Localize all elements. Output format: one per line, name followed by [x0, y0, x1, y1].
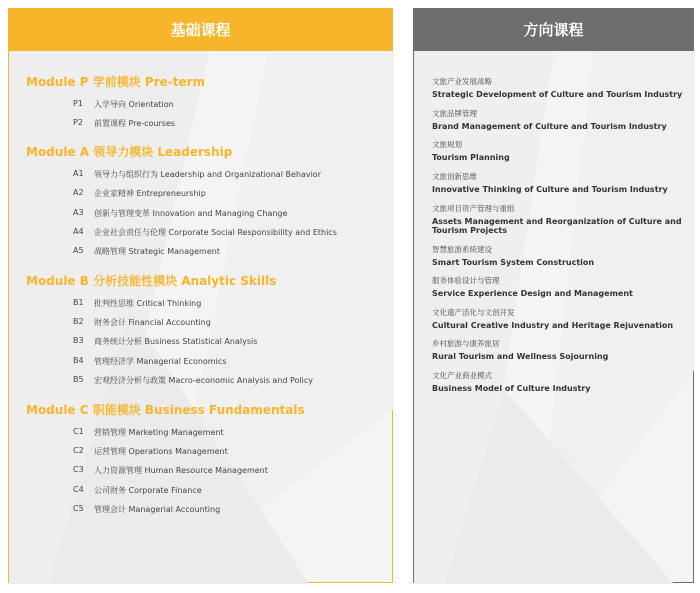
direction-course-item — [432, 370, 692, 393]
direction-course-item — [432, 108, 692, 131]
course-name: 管理会计 Managerial Accounting — [94, 505, 221, 514]
course-name: 人力资源管理 Human Resource Management — [94, 466, 268, 475]
course-name: 领导力与组织行为 Leadership and Organizational Behavior — [94, 170, 321, 179]
course-code: P1 — [73, 99, 83, 108]
course-code: B1 — [73, 298, 84, 307]
course-name-cn: 智慧旅游系统建设 — [432, 245, 492, 254]
direction-course-item — [432, 275, 692, 298]
module-title: Module P 学前模块 Pre-term — [26, 75, 206, 89]
direction-course-item — [432, 76, 692, 99]
course-name-cn: 文化产业商业模式 — [432, 371, 492, 380]
course-name: 营销管理 Marketing Management — [94, 428, 224, 437]
course-name-cn: 文旅项目资产管理与重组 — [432, 204, 515, 213]
course-name-cn: 文旅规划 — [432, 140, 462, 149]
course-name-en: Rural Tourism and Wellness Sojourning — [432, 352, 609, 361]
course-name: 入学导向 Orientation — [94, 100, 174, 109]
course-name-cn: 文旅产业发展战略 — [432, 77, 492, 86]
course-name: 管理经济学 Managerial Economics — [94, 357, 227, 366]
course-name-cn: 乡村旅游与康养旅居 — [432, 339, 500, 348]
course-name: 公司财务 Corporate Finance — [94, 486, 202, 495]
direction-courses-header: 方向课程 — [414, 9, 693, 51]
direction-course-item — [432, 139, 692, 162]
basic-courses-panel — [8, 8, 393, 583]
course-name: 宏观经济分析与政策 Macro-economic Analysis and Policy — [94, 376, 314, 385]
course-name-cn: 文化遗产活化与文创开发 — [432, 308, 515, 317]
basic-courses-header: 基础课程 — [9, 9, 392, 51]
course-name: 创新与管理变革 Innovation and Managing Change — [94, 209, 288, 218]
direction-course-item — [432, 307, 692, 330]
module-title: Module C 职能模块 Business Fundamentals — [26, 403, 305, 417]
course-name: 前置课程 Pre-courses — [94, 119, 176, 128]
course-code: A4 — [73, 227, 84, 236]
course-name-cn: 文旅创新思维 — [432, 172, 477, 181]
course-code: A1 — [73, 169, 84, 178]
course-code: C2 — [73, 446, 84, 455]
course-code: C4 — [73, 485, 84, 494]
course-code: B2 — [73, 317, 84, 326]
course-code: A5 — [73, 246, 84, 255]
course-name-en: Cultural Creative Industry and Heritage Rejuvenation — [432, 321, 674, 330]
course-name-en: Business Model of Culture Industry — [432, 384, 591, 393]
direction-course-item — [432, 203, 692, 235]
module-title: Module A 领导力模块 Leadership — [26, 145, 233, 159]
course-code: B5 — [73, 375, 84, 384]
course-name-en: Brand Management of Culture and Tourism Industry — [432, 122, 667, 131]
direction-course-item — [432, 171, 692, 194]
course-name: 企业家精神 Entrepreneurship — [94, 189, 206, 198]
course-name: 财务会计 Financial Accounting — [94, 318, 211, 327]
course-name-cn: 文旅品牌管理 — [432, 109, 477, 118]
course-code: B3 — [73, 336, 84, 345]
course-code: A3 — [73, 208, 84, 217]
course-code: C3 — [73, 465, 84, 474]
course-name-en: Tourism Planning — [432, 153, 510, 162]
course-code: B4 — [73, 356, 84, 365]
course-name: 运营管理 Operations Management — [94, 447, 228, 456]
direction-course-item — [432, 244, 692, 267]
course-name: 批判性思维 Critical Thinking — [94, 299, 202, 308]
course-name-cn: 服务体验设计与管理 — [432, 276, 500, 285]
course-name-en: Strategic Development of Culture and Tourism Industry — [432, 90, 683, 99]
course-name: 企业社会责任与伦理 Corporate Social Responsibility and Ethics — [94, 228, 337, 237]
course-name-en: Innovative Thinking of Culture and Tourism Industry — [432, 185, 668, 194]
course-name-en: Smart Tourism System Construction — [432, 258, 595, 267]
course-code: C1 — [73, 427, 84, 436]
course-code: C5 — [73, 504, 84, 513]
course-name-en: Service Experience Design and Management — [432, 289, 633, 298]
course-name-en: Assets Management and Reorganization of Culture and Tourism Projects — [432, 217, 682, 235]
course-code: P2 — [73, 118, 83, 127]
course-name: 商务统计分析 Business Statistical Analysis — [94, 337, 258, 346]
background-pattern — [9, 9, 394, 584]
direction-courses-panel — [413, 8, 694, 583]
module-title: Module B 分析技能性模块 Analytic Skills — [26, 274, 277, 288]
course-name: 战略管理 Strategic Management — [94, 247, 220, 256]
course-code: A2 — [73, 188, 84, 197]
direction-course-item — [432, 338, 692, 361]
